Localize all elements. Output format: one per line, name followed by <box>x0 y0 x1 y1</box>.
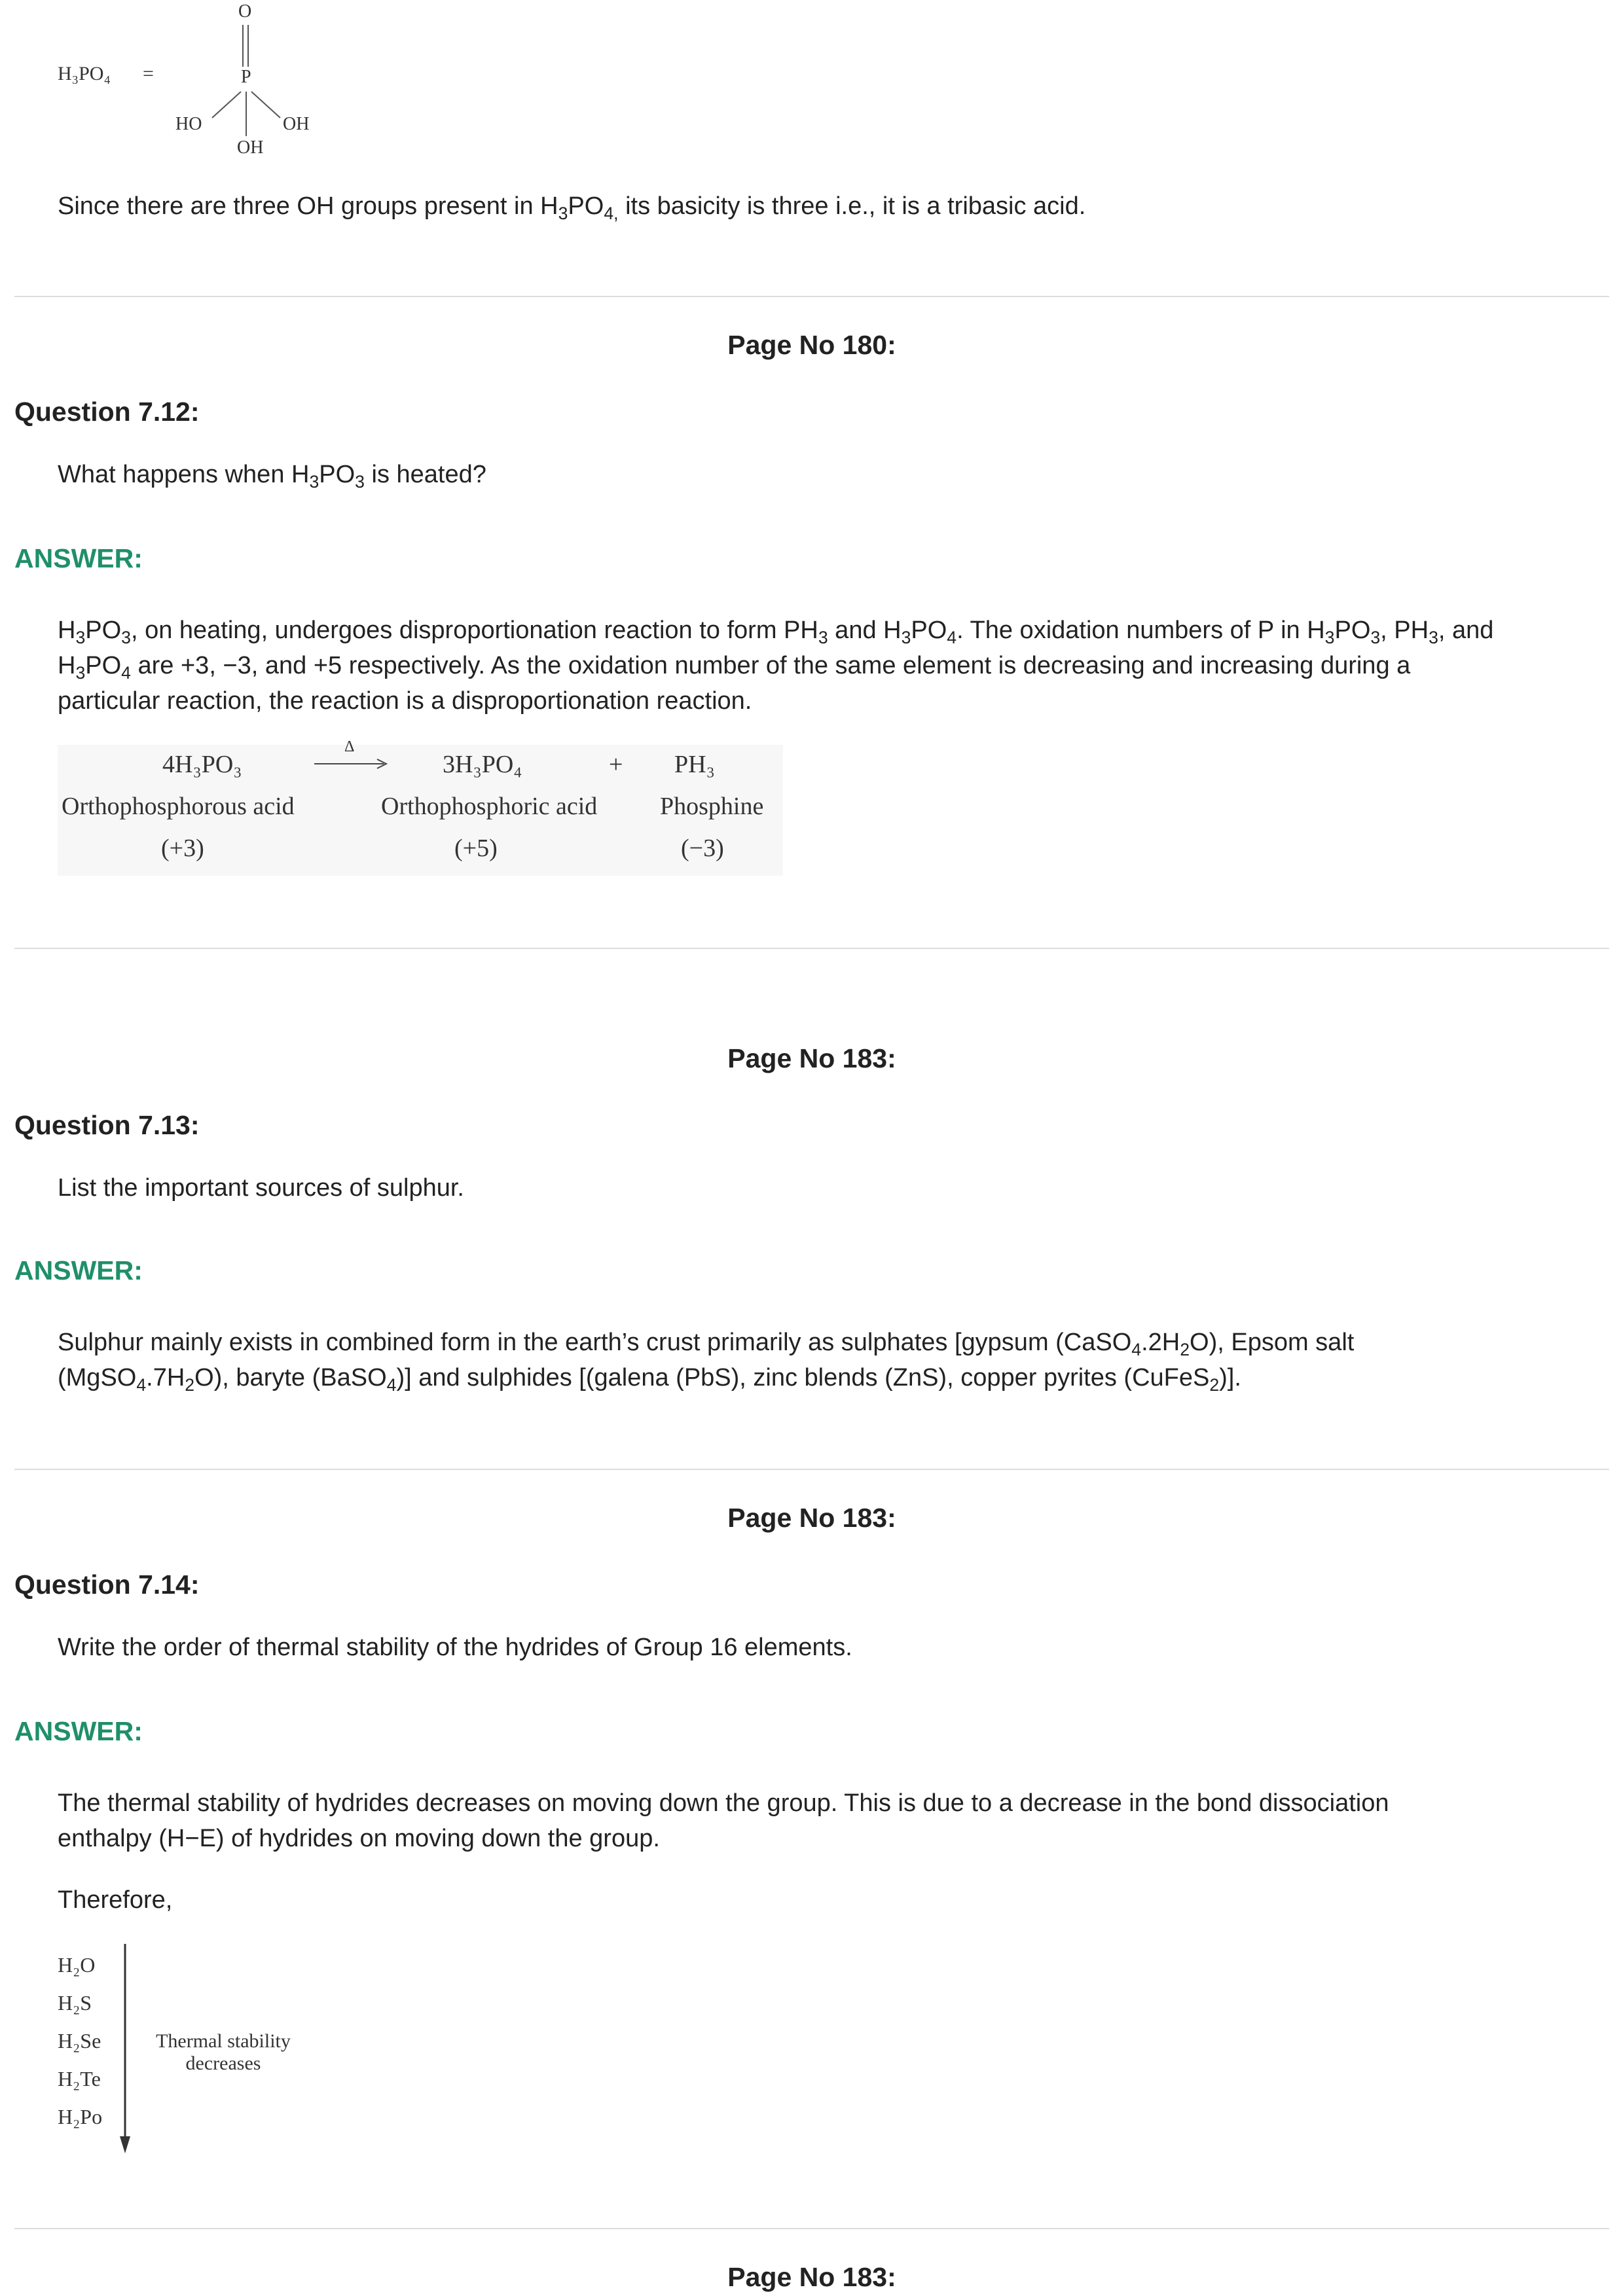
section-divider <box>14 1469 1609 1470</box>
answer-paragraph <box>58 1325 1590 1395</box>
question-text: Write the order of thermal stability of the hydrides of Group 16 elements. <box>58 1634 852 1661</box>
reactant-name: Orthophosphorous acid <box>62 793 295 820</box>
reactant-oxidation: (+3) <box>161 834 204 862</box>
hydride-item: H₂O <box>58 1953 96 1977</box>
answer-label: ANSWER: <box>14 1716 143 1746</box>
answer-line: particular reaction, the reaction is a disproportionation reaction. <box>58 687 752 715</box>
section-divider <box>14 948 1609 949</box>
atom-ho-left: HO <box>175 114 202 134</box>
formula-lhs: H₃PO₄ <box>58 63 111 84</box>
answer-line: enthalpy (H−E) of hydrides on moving down the group. <box>58 1825 660 1852</box>
product1-formula: 3H₃PO₄ <box>443 751 522 778</box>
question-text: What happens when $H_3PO_3$ is heated? <box>58 461 486 492</box>
answer-line: $(MgSO_4.7H_2O)$, baryte (BaSO$_4$)] and sulphides [(galena (PbS), zinc blends (ZnS), copper pyrites (CuFeS$_2$)]. <box>58 1364 1241 1395</box>
atom-p: P <box>241 67 251 87</box>
answer-paragraph <box>58 613 1590 719</box>
question-title: Question 7.14: <box>14 1570 200 1600</box>
question-title: Question 7.12: <box>14 397 200 427</box>
hydride-item: H₂Te <box>58 2067 101 2090</box>
product2-name: Phosphine <box>660 793 764 820</box>
section-divider <box>14 2228 1609 2229</box>
page-number: Page No 183: <box>727 1503 896 1533</box>
product2-formula: PH₃ <box>674 751 715 778</box>
question-title: Question 7.13: <box>14 1110 200 1140</box>
section-divider <box>14 296 1609 297</box>
product2-oxidation: (−3) <box>681 834 724 862</box>
page-number: Page No 183: <box>727 2262 896 2292</box>
answer-line: $H_3PO_4$ are +3, −3, and +5 respectively. As the oxidation number of the same element is decreasing and increasing during a <box>58 652 1411 683</box>
hydride-stability-figure <box>58 1943 306 2159</box>
reactant-formula: 4H₃PO₃ <box>162 751 242 778</box>
hydride-item: H₂S <box>58 1991 92 2015</box>
formula-bonds <box>196 20 314 144</box>
hydride-item: H₂Se <box>58 2029 101 2053</box>
answer-line: The thermal stability of hydrides decreases on moving down the group. This is due to a decrease in the bond dissociation <box>58 1789 1389 1817</box>
page-number: Page No 183: <box>727 1043 896 1073</box>
answer-paragraph <box>58 1785 1590 1856</box>
down-arrow-icon <box>117 1943 136 2159</box>
reaction-equation <box>58 738 783 876</box>
page-number: Page No 180: <box>727 330 896 360</box>
answer-label: ANSWER: <box>14 1255 143 1285</box>
answer-line: $H_3PO_3$, on heating, undergoes disproportionation reaction to form $PH_3$ and $H_3PO_4$. The oxidation numbers of P in $H_3PO_3$, $PH_3$, and <box>58 617 1494 647</box>
answer-line: Sulphur mainly exists in combined form in the earth’s crust primarily as sulphates [gypsum $(CaSO_4.2H_2O)$, Epsom salt <box>58 1329 1355 1359</box>
answer-label: ANSWER: <box>14 543 143 573</box>
therefore-text: Therefore, <box>58 1886 173 1914</box>
hydride-item: H₂Po <box>58 2105 103 2128</box>
basicity-sentence: Since there are three OH groups present in $H_3PO_{4,}$ its basicity is three i.e., it is a tribasic acid. <box>58 192 1086 223</box>
question-text: List the important sources of sulphur. <box>58 1174 464 1202</box>
product1-name: Orthophosphoric acid <box>381 793 598 820</box>
heat-symbol: Δ <box>344 738 355 755</box>
product1-oxidation: (+5) <box>454 834 498 862</box>
atom-o: O <box>238 1 252 22</box>
atom-oh-bottom: OH <box>237 137 264 158</box>
formula-equals: = <box>143 63 154 84</box>
trend-label: Thermal stability decreases <box>156 2030 291 2074</box>
atom-oh-right: OH <box>283 114 310 134</box>
plus-sign: + <box>609 751 623 778</box>
reaction-arrow-icon <box>313 754 392 774</box>
